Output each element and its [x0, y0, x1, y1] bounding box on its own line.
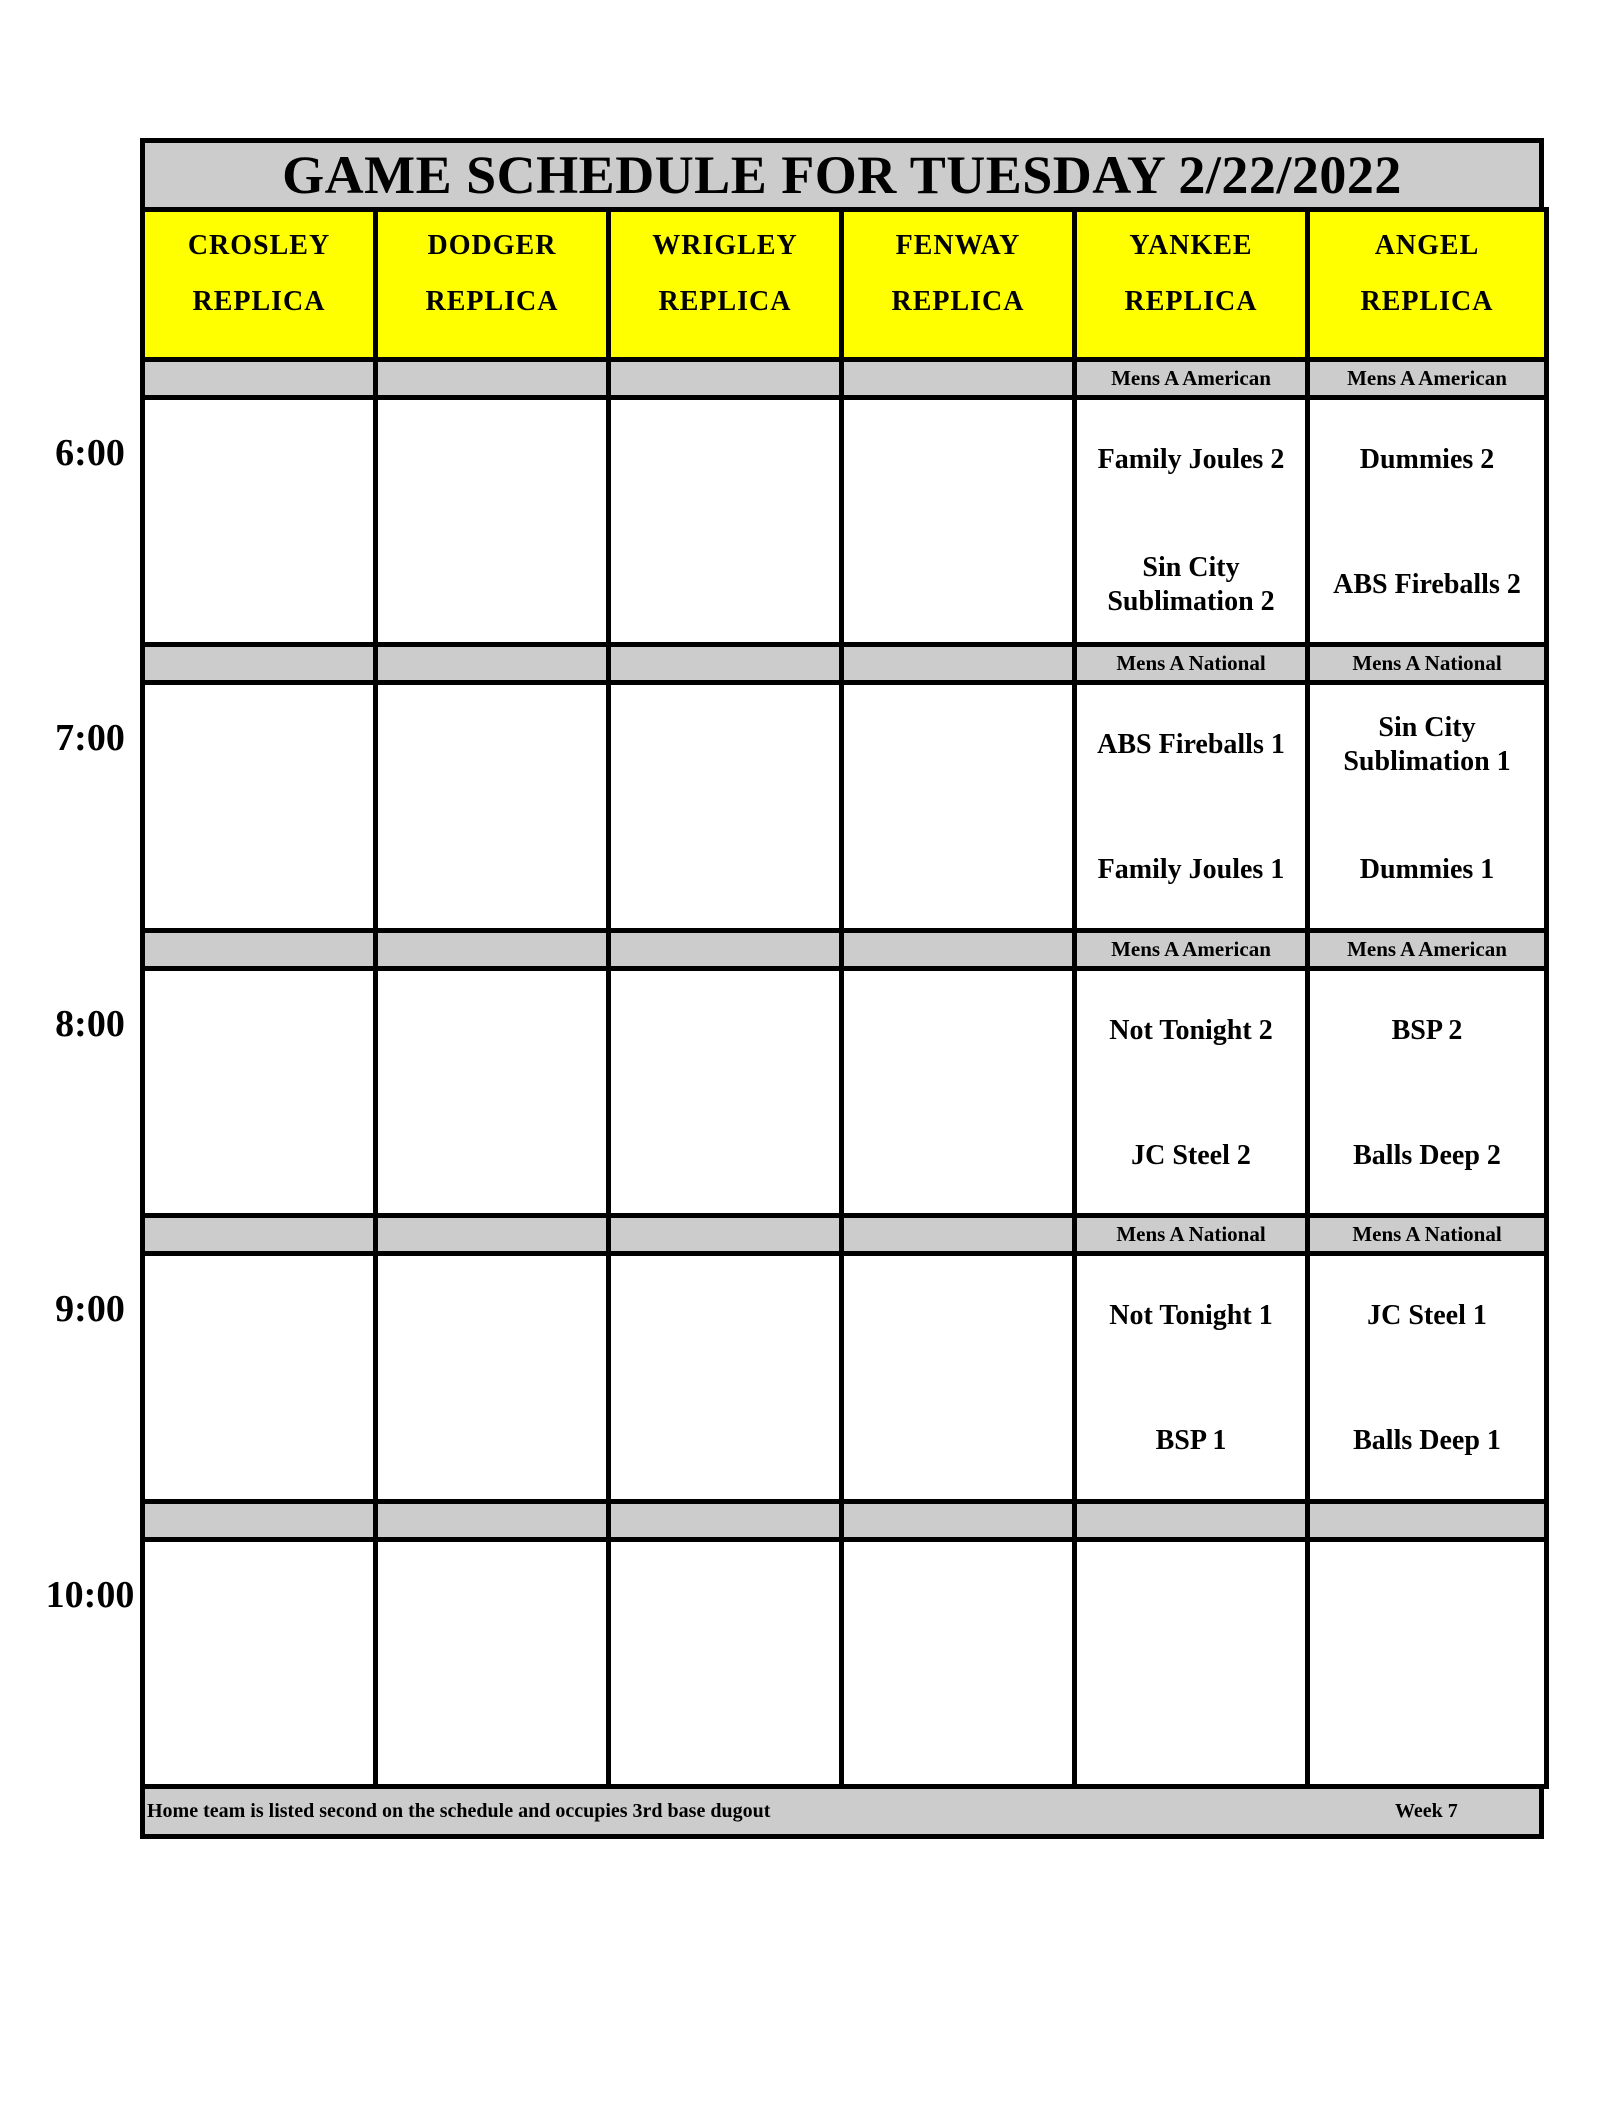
division-label	[373, 357, 611, 400]
game-cell-crosley	[140, 1537, 378, 1789]
game-cell-wrigley	[606, 966, 844, 1218]
division-label: Mens A National	[1305, 642, 1549, 685]
division-label	[839, 357, 1077, 400]
game-cell-dodger	[373, 1251, 611, 1503]
division-label	[606, 928, 844, 971]
field-subtitle: REPLICA	[891, 286, 1025, 317]
division-label	[373, 1499, 611, 1542]
division-label	[373, 1213, 611, 1256]
away-team: Not Tonight 1	[1109, 1300, 1273, 1332]
field-name: FENWAY	[895, 230, 1021, 261]
game-cell-angel	[1305, 1251, 1549, 1503]
division-label	[839, 928, 1077, 971]
division-label	[140, 928, 378, 971]
game-cell-yankee	[1072, 1251, 1310, 1503]
division-label: Mens A National	[1072, 1213, 1310, 1256]
time-label: 8:00	[55, 1002, 125, 1045]
field-subtitle: REPLICA	[1360, 286, 1494, 317]
footer-note: Home team is listed second on the schedule and occupies 3rd base dugout	[147, 1800, 771, 1822]
field-name: YANKEE	[1129, 230, 1253, 261]
division-label	[1305, 1499, 1549, 1542]
time-label: 7:00	[55, 717, 125, 760]
division-label: Mens A National	[1072, 642, 1310, 685]
field-header-angel	[1305, 207, 1549, 362]
game-cell-wrigley	[606, 1251, 844, 1503]
game-cell-yankee	[1072, 1537, 1310, 1789]
field-header-yankee	[1072, 207, 1310, 362]
away-team: Sin City Sublimation 1	[1343, 712, 1511, 778]
division-label	[140, 1499, 378, 1542]
division-label	[1072, 1499, 1310, 1542]
game-cell-dodger	[373, 680, 611, 932]
division-label	[140, 1213, 378, 1256]
field-header-wrigley	[606, 207, 844, 362]
field-name: ANGEL	[1374, 230, 1480, 261]
field-header-dodger	[373, 207, 611, 362]
field-subtitle: REPLICA	[1124, 286, 1258, 317]
schedule-table	[140, 138, 1544, 1832]
division-label: Mens A American	[1072, 928, 1310, 971]
game-cell-wrigley	[606, 1537, 844, 1789]
game-cell-yankee	[1072, 395, 1310, 647]
division-label	[606, 1499, 844, 1542]
game-cell-yankee	[1072, 966, 1310, 1218]
division-label	[140, 642, 378, 685]
away-team: BSP 2	[1391, 1014, 1463, 1046]
home-team: BSP 1	[1155, 1425, 1227, 1457]
game-cell-crosley	[140, 966, 378, 1218]
game-cell-angel	[1305, 1537, 1549, 1789]
division-label	[606, 1213, 844, 1256]
division-label: Mens A American	[1305, 928, 1549, 971]
time-label: 9:00	[55, 1288, 125, 1331]
game-cell-fenway	[839, 1537, 1077, 1789]
home-team: Balls Deep 1	[1353, 1425, 1501, 1457]
division-label	[373, 928, 611, 971]
away-team: ABS Fireballs 1	[1097, 729, 1285, 761]
game-cell-crosley	[140, 680, 378, 932]
home-team: ABS Fireballs 2	[1333, 569, 1521, 600]
away-team: Dummies 2	[1359, 444, 1495, 475]
field-subtitle: REPLICA	[425, 286, 559, 317]
division-label	[140, 357, 378, 400]
time-label: 6:00	[55, 432, 125, 474]
field-subtitle: REPLICA	[192, 286, 326, 317]
game-cell-angel	[1305, 395, 1549, 647]
game-cell-crosley	[140, 395, 378, 647]
away-team: Family Joules 2	[1097, 444, 1285, 475]
away-team: JC Steel 1	[1367, 1300, 1487, 1332]
division-label: Mens A American	[1072, 357, 1310, 400]
game-cell-wrigley	[606, 395, 844, 647]
division-label	[373, 642, 611, 685]
field-header-fenway	[839, 207, 1077, 362]
home-team: Balls Deep 2	[1353, 1139, 1501, 1171]
field-name: CROSLEY	[187, 230, 331, 261]
schedule-title: GAME SCHEDULE FOR TUESDAY 2/22/2022	[140, 138, 1544, 212]
home-team: Sin City Sublimation 2	[1107, 552, 1275, 617]
game-cell-fenway	[839, 1251, 1077, 1503]
game-cell-fenway	[839, 395, 1077, 647]
game-cell-dodger	[373, 966, 611, 1218]
game-cell-fenway	[839, 680, 1077, 932]
game-cell-wrigley	[606, 680, 844, 932]
field-header-crosley	[140, 207, 378, 362]
week-label: Week 7	[1395, 1800, 1458, 1822]
field-name: WRIGLEY	[652, 230, 798, 261]
time-label: 10:00	[45, 1573, 135, 1616]
footer-bar	[140, 1784, 1544, 1839]
division-label: Mens A National	[1305, 1213, 1549, 1256]
game-cell-dodger	[373, 395, 611, 647]
away-team: Not Tonight 2	[1109, 1014, 1273, 1046]
game-cell-fenway	[839, 966, 1077, 1218]
game-cell-crosley	[140, 1251, 378, 1503]
game-cell-angel	[1305, 680, 1549, 932]
game-cell-angel	[1305, 966, 1549, 1218]
division-label	[606, 642, 844, 685]
home-team: JC Steel 2	[1131, 1139, 1251, 1171]
division-label: Mens A American	[1305, 357, 1549, 400]
field-subtitle: REPLICA	[658, 286, 792, 317]
home-team: Dummies 1	[1359, 854, 1495, 886]
division-label	[839, 1213, 1077, 1256]
division-label	[606, 357, 844, 400]
division-label	[839, 1499, 1077, 1542]
division-label	[839, 642, 1077, 685]
game-cell-yankee	[1072, 680, 1310, 932]
home-team: Family Joules 1	[1097, 854, 1285, 886]
game-cell-dodger	[373, 1537, 611, 1789]
field-name: DODGER	[427, 230, 557, 261]
